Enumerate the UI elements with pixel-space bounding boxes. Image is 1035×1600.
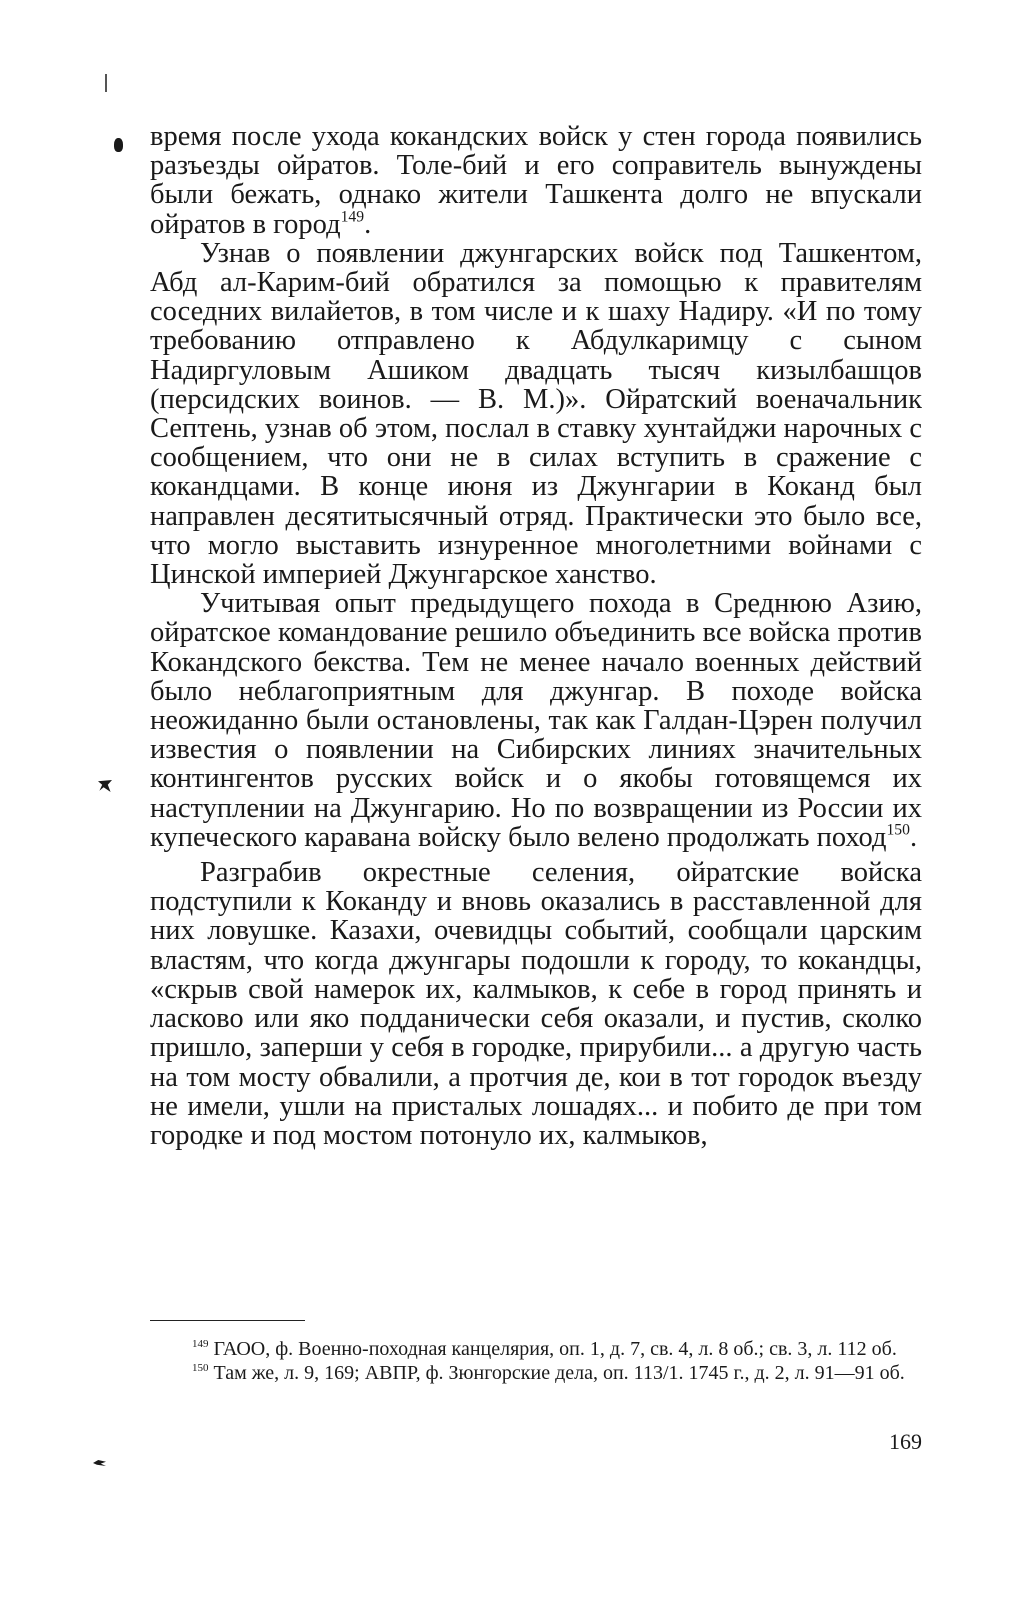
footnote-ref: 149 bbox=[340, 207, 365, 225]
paragraph-text: Узнав о появлении джунгарских войск под Ташкентом, Абд ал-Карим-бий обратился за помощью к правителям соседних вилайетов, в том числе и к шаху Надиру. «И по тому требованию отправлено к Абдулкаримцу с сыном Надиргуловым Ашиком двадцать тысяч кизылбашцов (персидских воинов. — В. М.)». Ойратский военачальник Септень, узнав об этом, послал в ставку хунтайджи нарочных с сообщением, что они не в силах вступить в сражение с кокандцами. В конце июня из Джунгарии в Коканд был направлен десятитысячный отряд. Практически это было все, что могло выставить изнуренное многолетними войнами с Цинской империей Джунгарское ханство. bbox=[150, 237, 922, 591]
paragraph-tail: . bbox=[364, 208, 372, 240]
paragraph-tail: . bbox=[909, 821, 918, 853]
paragraph-3 bbox=[150, 589, 922, 852]
paragraph-text: Разграбив окрестные селения, ойратские войска подступили к Коканду и вновь оказались в расставленной для них ловушке. Казахи, очевидцы событий, сообщали царским властям, что когда джунгары подошли к городу, то кокандцы, «скрыв свой намерок их, калмыков, к себе в город принять и ласково или яко подданически себя оказали, и пустив, сколко пришло, заперши у себя в городке, прирубили... а другую часть на том мосту обвалили, а протчия де, кои в тот городок въезду не имели, ушли на присталых лошадях... и побито де при том городке и под мостом потонуло их, калмыков, bbox=[150, 857, 922, 1151]
paragraph-1 bbox=[150, 122, 922, 239]
scan-blot bbox=[98, 780, 112, 792]
paragraph-2 bbox=[150, 239, 922, 589]
page-number: 169 bbox=[889, 1429, 922, 1454]
main-text bbox=[150, 122, 922, 1150]
footnote-text: ГАОО, ф. Военно-походная канцелярия, оп. 1, д. 7, св. 4, л. 8 об.; св. 3, л. 112 об. bbox=[213, 1338, 897, 1360]
paragraph-text: Учитывая опыт предыдущего похода в Среднюю Азию, ойратское командование решило объединить все войска против Кокандского бекства. Тем не менее начало военных действий было неблагоприятным для джунгар. В походе войска неожиданно были остановлены, так как Галдан-Цэрен получил известия о появлении на Сибирских линиях значительных контингентов русских войск и о якобы готовящемся их наступлении на Джунгарию. Но по возвращении из России их купеческого каравана войску было велено продолжать поход bbox=[150, 588, 922, 853]
footnote-number: 150 bbox=[192, 1361, 209, 1374]
scan-blot bbox=[114, 138, 123, 152]
footnote-divider bbox=[150, 1320, 305, 1321]
footnotes bbox=[150, 1337, 922, 1385]
footnote-150 bbox=[150, 1361, 922, 1385]
footnote-149 bbox=[150, 1337, 922, 1361]
scan-blot bbox=[93, 1460, 106, 1466]
footnote-text: Там же, л. 9, 169; АВПР, ф. Зюнгорские дела, оп. 113/1. 1745 г., д. 2, л. 91—91 об. bbox=[213, 1362, 905, 1384]
paragraph-text: время после ухода кокандских войск у стен города появились разъезды ойратов. Толе-бий и его соправитель вынуждены были бежать, однако жители Ташкента долго не впускали ойратов в город bbox=[150, 121, 922, 240]
paragraph-4 bbox=[150, 858, 922, 1150]
footnote-number: 149 bbox=[192, 1337, 209, 1350]
footnote-ref: 150 bbox=[886, 821, 910, 839]
scan-speck bbox=[105, 74, 107, 92]
